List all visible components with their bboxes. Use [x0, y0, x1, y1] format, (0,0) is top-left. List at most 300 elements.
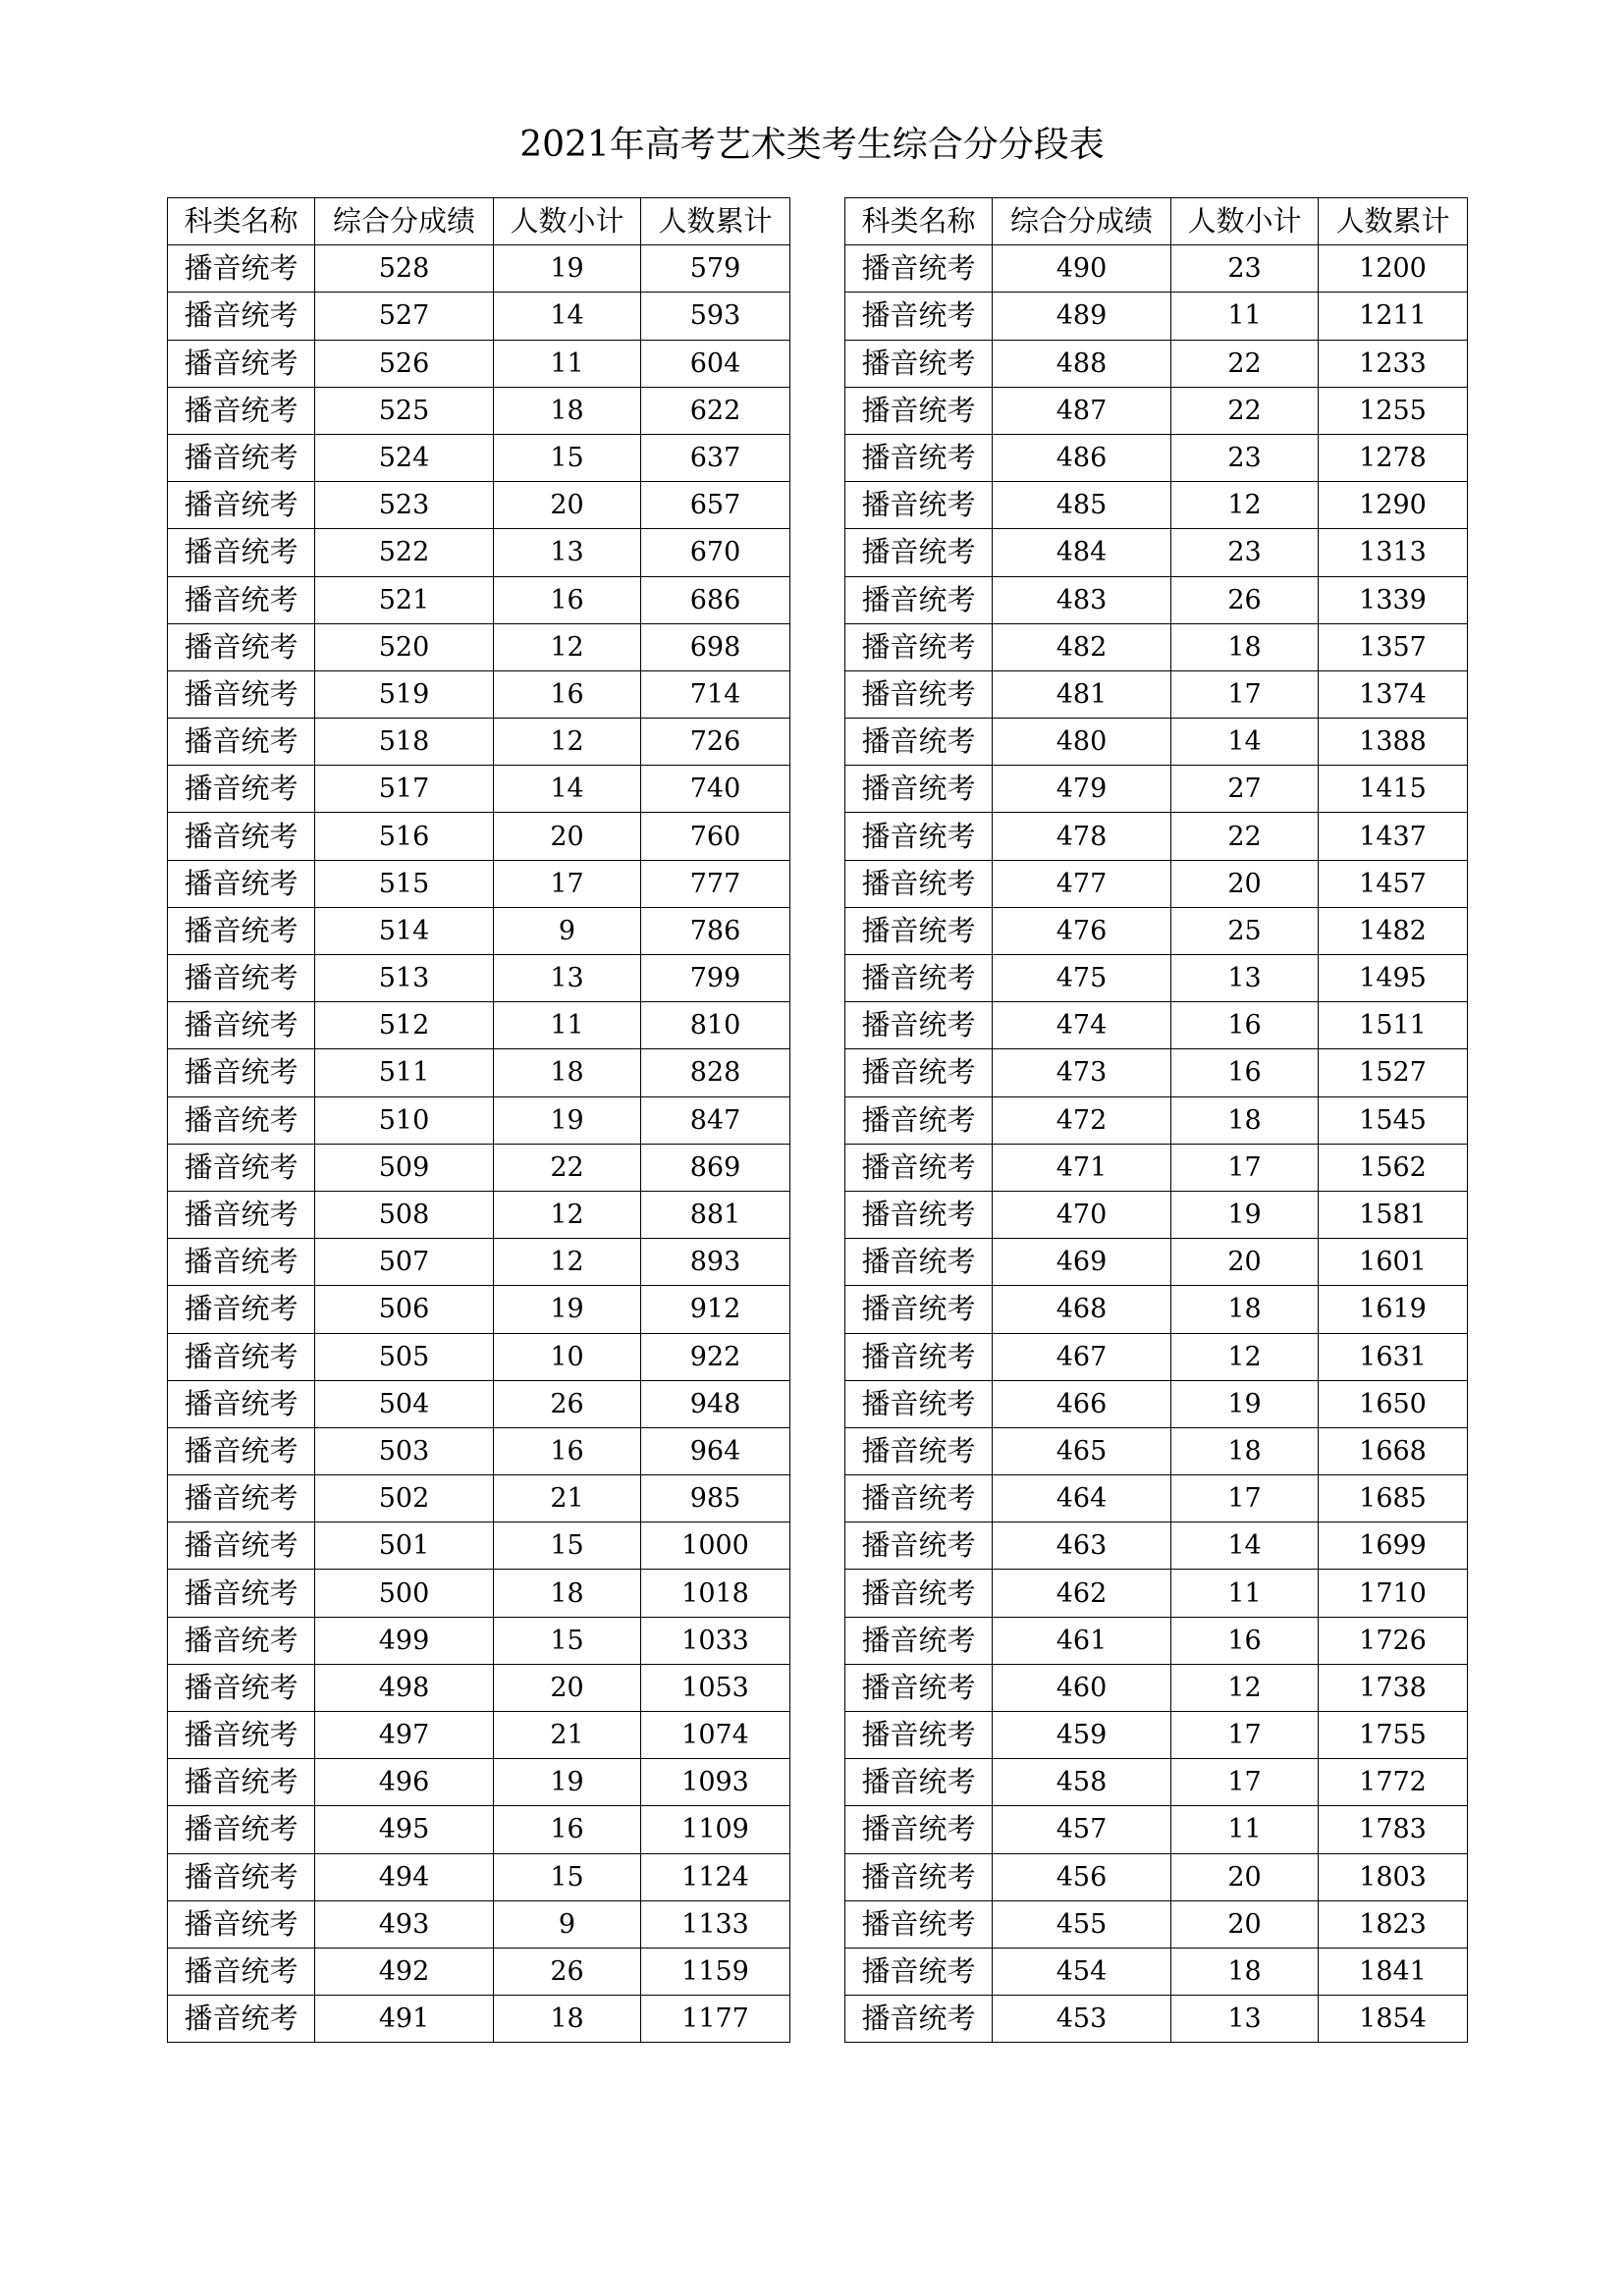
table-row	[845, 1996, 1468, 2043]
cell-count: 16	[494, 1806, 641, 1853]
cell-score: 460	[993, 1664, 1171, 1711]
cell-category: 播音统考	[845, 1759, 993, 1806]
header-score: 综合分成绩	[993, 198, 1171, 245]
cell-category: 播音统考	[845, 1144, 993, 1191]
table-row	[845, 1002, 1468, 1049]
cell-category: 播音统考	[845, 1286, 993, 1333]
cell-category: 播音统考	[845, 387, 993, 434]
score-table-right	[844, 197, 1468, 2043]
table-row	[168, 1712, 790, 1759]
cell-cumulative: 1159	[641, 1948, 790, 1995]
table-row	[845, 860, 1468, 907]
cell-count: 19	[494, 1759, 641, 1806]
cell-count: 14	[1171, 1522, 1319, 1570]
cell-category: 播音统考	[168, 1853, 315, 1900]
cell-score: 499	[315, 1617, 494, 1664]
table-row	[845, 1759, 1468, 1806]
cell-count: 19	[494, 245, 641, 293]
cell-count: 16	[1171, 1617, 1319, 1664]
cell-score: 479	[993, 766, 1171, 813]
table-row	[845, 387, 1468, 434]
cell-count: 19	[1171, 1380, 1319, 1427]
cell-category: 播音统考	[845, 1427, 993, 1474]
cell-count: 12	[1171, 1664, 1319, 1711]
header-score: 综合分成绩	[315, 198, 494, 245]
cell-score: 476	[993, 907, 1171, 954]
cell-score: 477	[993, 860, 1171, 907]
cell-cumulative: 1177	[641, 1996, 790, 2043]
cell-category: 播音统考	[168, 860, 315, 907]
table-row	[168, 387, 790, 434]
cell-cumulative: 1527	[1319, 1049, 1468, 1096]
cell-category: 播音统考	[168, 623, 315, 670]
cell-count: 14	[494, 293, 641, 340]
table-row	[845, 576, 1468, 623]
cell-category: 播音统考	[845, 907, 993, 954]
cell-cumulative: 985	[641, 1475, 790, 1522]
cell-cumulative: 1854	[1319, 1996, 1468, 2043]
cell-category: 播音统考	[845, 1806, 993, 1853]
cell-category: 播音统考	[168, 719, 315, 766]
cell-category: 播音统考	[845, 813, 993, 860]
cell-score: 484	[993, 529, 1171, 576]
cell-score: 458	[993, 1759, 1171, 1806]
cell-score: 481	[993, 670, 1171, 718]
table-row	[845, 1853, 1468, 1900]
cell-score: 478	[993, 813, 1171, 860]
cell-score: 459	[993, 1712, 1171, 1759]
cell-count: 17	[1171, 1712, 1319, 1759]
cell-category: 播音统考	[845, 955, 993, 1002]
cell-count: 22	[1171, 813, 1319, 860]
cell-count: 11	[1171, 293, 1319, 340]
cell-score: 472	[993, 1096, 1171, 1144]
cell-score: 463	[993, 1522, 1171, 1570]
cell-score: 507	[315, 1239, 494, 1286]
cell-count: 17	[1171, 1759, 1319, 1806]
page-title: 2021年高考艺术类考生综合分分段表	[519, 125, 1105, 165]
cell-category: 播音统考	[845, 1664, 993, 1711]
cell-count: 20	[1171, 860, 1319, 907]
cell-score: 480	[993, 719, 1171, 766]
cell-category: 播音统考	[168, 482, 315, 529]
header-cumulative: 人数累计	[641, 198, 790, 245]
cell-count: 12	[1171, 1333, 1319, 1380]
cell-cumulative: 847	[641, 1096, 790, 1144]
cell-score: 522	[315, 529, 494, 576]
cell-count: 18	[1171, 1286, 1319, 1333]
cell-score: 492	[315, 1948, 494, 1995]
header-category: 科类名称	[845, 198, 993, 245]
cell-cumulative: 893	[641, 1239, 790, 1286]
cell-category: 播音统考	[168, 1380, 315, 1427]
cell-category: 播音统考	[845, 576, 993, 623]
cell-cumulative: 948	[641, 1380, 790, 1427]
cell-count: 21	[494, 1475, 641, 1522]
cell-count: 19	[494, 1286, 641, 1333]
cell-category: 播音统考	[845, 1191, 993, 1238]
cell-cumulative: 810	[641, 1002, 790, 1049]
cell-score: 512	[315, 1002, 494, 1049]
cell-category: 播音统考	[845, 670, 993, 718]
cell-score: 501	[315, 1522, 494, 1570]
cell-cumulative: 912	[641, 1286, 790, 1333]
cell-count: 9	[494, 1900, 641, 1948]
cell-score: 504	[315, 1380, 494, 1427]
cell-category: 播音统考	[168, 1096, 315, 1144]
cell-count: 18	[1171, 623, 1319, 670]
cell-cumulative: 1738	[1319, 1664, 1468, 1711]
cell-score: 455	[993, 1900, 1171, 1948]
cell-category: 播音统考	[168, 955, 315, 1002]
cell-score: 527	[315, 293, 494, 340]
cell-count: 26	[494, 1948, 641, 1995]
cell-count: 16	[1171, 1049, 1319, 1096]
cell-count: 13	[1171, 955, 1319, 1002]
cell-count: 20	[1171, 1239, 1319, 1286]
cell-count: 20	[494, 482, 641, 529]
cell-cumulative: 777	[641, 860, 790, 907]
cell-category: 播音统考	[845, 293, 993, 340]
cell-score: 464	[993, 1475, 1171, 1522]
cell-cumulative: 1074	[641, 1712, 790, 1759]
cell-category: 播音统考	[845, 245, 993, 293]
cell-score: 508	[315, 1191, 494, 1238]
table-row	[845, 1948, 1468, 1995]
cell-score: 528	[315, 245, 494, 293]
cell-score: 488	[993, 340, 1171, 387]
cell-cumulative: 1772	[1319, 1759, 1468, 1806]
table-row	[168, 1522, 790, 1570]
cell-category: 播音统考	[168, 1286, 315, 1333]
header-count: 人数小计	[494, 198, 641, 245]
cell-cumulative: 1200	[1319, 245, 1468, 293]
cell-cumulative: 686	[641, 576, 790, 623]
cell-category: 播音统考	[845, 1948, 993, 1995]
cell-cumulative: 1357	[1319, 623, 1468, 670]
cell-cumulative: 828	[641, 1049, 790, 1096]
table-header-row	[168, 198, 790, 245]
table-row	[845, 482, 1468, 529]
cell-category: 播音统考	[845, 1617, 993, 1664]
cell-category: 播音统考	[845, 1096, 993, 1144]
table-row	[845, 1806, 1468, 1853]
cell-category: 播音统考	[845, 1712, 993, 1759]
cell-count: 19	[1171, 1191, 1319, 1238]
cell-category: 播音统考	[168, 1522, 315, 1570]
cell-count: 20	[494, 1664, 641, 1711]
cell-score: 490	[993, 245, 1171, 293]
table-row	[168, 1049, 790, 1096]
cell-category: 播音统考	[168, 813, 315, 860]
table-row	[845, 719, 1468, 766]
cell-category: 播音统考	[845, 340, 993, 387]
table-row	[168, 1948, 790, 1995]
table-row	[168, 482, 790, 529]
cell-category: 播音统考	[845, 1475, 993, 1522]
cell-cumulative: 1415	[1319, 766, 1468, 813]
cell-cumulative: 1511	[1319, 1002, 1468, 1049]
cell-cumulative: 964	[641, 1427, 790, 1474]
cell-category: 播音统考	[168, 576, 315, 623]
cell-count: 17	[1171, 670, 1319, 718]
cell-category: 播音统考	[168, 293, 315, 340]
table-row	[845, 434, 1468, 481]
table-row	[845, 623, 1468, 670]
table-row	[168, 719, 790, 766]
cell-cumulative: 1374	[1319, 670, 1468, 718]
table-row	[168, 860, 790, 907]
cell-cumulative: 1482	[1319, 907, 1468, 954]
table-row	[168, 1853, 790, 1900]
cell-score: 468	[993, 1286, 1171, 1333]
cell-count: 20	[1171, 1900, 1319, 1948]
cell-cumulative: 1495	[1319, 955, 1468, 1002]
table-row	[168, 576, 790, 623]
cell-cumulative: 1562	[1319, 1144, 1468, 1191]
cell-cumulative: 1457	[1319, 860, 1468, 907]
cell-cumulative: 786	[641, 907, 790, 954]
table-row	[845, 1144, 1468, 1191]
table-row	[845, 1522, 1468, 1570]
cell-count: 16	[494, 670, 641, 718]
cell-cumulative: 1053	[641, 1664, 790, 1711]
cell-score: 466	[993, 1380, 1171, 1427]
table-row	[845, 1380, 1468, 1427]
table-row	[845, 293, 1468, 340]
cell-score: 454	[993, 1948, 1171, 1995]
cell-score: 524	[315, 434, 494, 481]
table-row	[168, 907, 790, 954]
cell-count: 12	[1171, 482, 1319, 529]
cell-count: 11	[494, 340, 641, 387]
cell-count: 13	[494, 955, 641, 1002]
table-row	[168, 623, 790, 670]
cell-cumulative: 1710	[1319, 1570, 1468, 1617]
table-row	[845, 1191, 1468, 1238]
cell-count: 23	[1171, 434, 1319, 481]
cell-score: 511	[315, 1049, 494, 1096]
cell-count: 12	[494, 1191, 641, 1238]
cell-cumulative: 881	[641, 1191, 790, 1238]
cell-count: 22	[1171, 387, 1319, 434]
cell-count: 11	[494, 1002, 641, 1049]
cell-cumulative: 1437	[1319, 813, 1468, 860]
cell-score: 515	[315, 860, 494, 907]
cell-cumulative: 1211	[1319, 293, 1468, 340]
cell-category: 播音统考	[845, 434, 993, 481]
cell-category: 播音统考	[845, 1996, 993, 2043]
cell-count: 25	[1171, 907, 1319, 954]
header-count: 人数小计	[1171, 198, 1319, 245]
cell-cumulative: 726	[641, 719, 790, 766]
cell-category: 播音统考	[845, 860, 993, 907]
table-row	[168, 1427, 790, 1474]
cell-cumulative: 1803	[1319, 1853, 1468, 1900]
cell-category: 播音统考	[168, 1570, 315, 1617]
cell-cumulative: 1255	[1319, 387, 1468, 434]
cell-cumulative: 1093	[641, 1759, 790, 1806]
table-row	[168, 1570, 790, 1617]
table-row	[168, 1096, 790, 1144]
cell-category: 播音统考	[168, 1002, 315, 1049]
cell-cumulative: 1601	[1319, 1239, 1468, 1286]
table-row	[168, 1380, 790, 1427]
table-row	[168, 340, 790, 387]
cell-category: 播音统考	[168, 1996, 315, 2043]
cell-cumulative: 1668	[1319, 1427, 1468, 1474]
cell-category: 播音统考	[168, 1049, 315, 1096]
cell-count: 13	[494, 529, 641, 576]
cell-score: 500	[315, 1570, 494, 1617]
table-row	[168, 1475, 790, 1522]
cell-cumulative: 740	[641, 766, 790, 813]
cell-count: 21	[494, 1712, 641, 1759]
cell-count: 27	[1171, 766, 1319, 813]
cell-count: 18	[1171, 1948, 1319, 1995]
cell-category: 播音统考	[845, 1570, 993, 1617]
cell-count: 14	[494, 766, 641, 813]
cell-cumulative: 1619	[1319, 1286, 1468, 1333]
cell-count: 22	[494, 1144, 641, 1191]
cell-score: 498	[315, 1664, 494, 1711]
cell-count: 26	[494, 1380, 641, 1427]
table-row	[845, 766, 1468, 813]
cell-cumulative: 637	[641, 434, 790, 481]
cell-score: 485	[993, 482, 1171, 529]
cell-cumulative: 1685	[1319, 1475, 1468, 1522]
cell-count: 15	[494, 1522, 641, 1570]
cell-category: 播音统考	[168, 1759, 315, 1806]
cell-count: 17	[1171, 1475, 1319, 1522]
cell-score: 470	[993, 1191, 1171, 1238]
table-row	[168, 1144, 790, 1191]
cell-category: 播音统考	[845, 623, 993, 670]
table-row	[845, 955, 1468, 1002]
header-category: 科类名称	[168, 198, 315, 245]
cell-category: 播音统考	[845, 1002, 993, 1049]
cell-score: 497	[315, 1712, 494, 1759]
table-row	[168, 1996, 790, 2043]
cell-category: 播音统考	[168, 1806, 315, 1853]
cell-score: 474	[993, 1002, 1171, 1049]
cell-count: 18	[494, 1996, 641, 2043]
table-header-row	[845, 198, 1468, 245]
cell-score: 483	[993, 576, 1171, 623]
table-row	[845, 1900, 1468, 1948]
table-row	[168, 434, 790, 481]
cell-score: 457	[993, 1806, 1171, 1853]
cell-cumulative: 657	[641, 482, 790, 529]
cell-score: 461	[993, 1617, 1171, 1664]
cell-count: 11	[1171, 1570, 1319, 1617]
cell-cumulative: 1033	[641, 1617, 790, 1664]
cell-category: 播音统考	[168, 1333, 315, 1380]
cell-count: 12	[494, 719, 641, 766]
cell-cumulative: 1631	[1319, 1333, 1468, 1380]
table-row	[845, 907, 1468, 954]
cell-category: 播音统考	[845, 1380, 993, 1427]
cell-count: 16	[494, 1427, 641, 1474]
cell-cumulative: 1388	[1319, 719, 1468, 766]
cell-count: 16	[1171, 1002, 1319, 1049]
table-row	[845, 1286, 1468, 1333]
cell-score: 521	[315, 576, 494, 623]
cell-count: 19	[494, 1096, 641, 1144]
cell-score: 453	[993, 1996, 1171, 2043]
cell-category: 播音统考	[168, 1144, 315, 1191]
cell-cumulative: 799	[641, 955, 790, 1002]
cell-category: 播音统考	[845, 1239, 993, 1286]
cell-count: 23	[1171, 529, 1319, 576]
table-row	[168, 1759, 790, 1806]
cell-count: 12	[494, 1239, 641, 1286]
cell-category: 播音统考	[168, 766, 315, 813]
header-cumulative: 人数累计	[1319, 198, 1468, 245]
cell-category: 播音统考	[168, 1712, 315, 1759]
cell-cumulative: 622	[641, 387, 790, 434]
table-row	[168, 955, 790, 1002]
cell-cumulative: 1109	[641, 1806, 790, 1853]
cell-count: 13	[1171, 1996, 1319, 2043]
cell-cumulative: 1783	[1319, 1806, 1468, 1853]
table-row	[845, 1664, 1468, 1711]
cell-category: 播音统考	[845, 529, 993, 576]
cell-cumulative: 1650	[1319, 1380, 1468, 1427]
cell-count: 18	[1171, 1427, 1319, 1474]
cell-category: 播音统考	[168, 1900, 315, 1948]
cell-cumulative: 1124	[641, 1853, 790, 1900]
cell-cumulative: 1545	[1319, 1096, 1468, 1144]
cell-count: 14	[1171, 719, 1319, 766]
cell-cumulative: 714	[641, 670, 790, 718]
cell-count: 18	[1171, 1096, 1319, 1144]
cell-category: 播音统考	[168, 529, 315, 576]
cell-score: 525	[315, 387, 494, 434]
cell-category: 播音统考	[845, 482, 993, 529]
cell-score: 469	[993, 1239, 1171, 1286]
table-row	[168, 766, 790, 813]
cell-score: 514	[315, 907, 494, 954]
cell-count: 16	[494, 576, 641, 623]
cell-score: 473	[993, 1049, 1171, 1096]
cell-count: 26	[1171, 576, 1319, 623]
table-body-left	[168, 245, 790, 2043]
table-row	[168, 293, 790, 340]
cell-score: 517	[315, 766, 494, 813]
cell-cumulative: 1233	[1319, 340, 1468, 387]
table-row	[168, 529, 790, 576]
table-row	[168, 1191, 790, 1238]
cell-score: 503	[315, 1427, 494, 1474]
cell-category: 播音统考	[168, 1191, 315, 1238]
cell-count: 12	[494, 623, 641, 670]
table-row	[845, 1333, 1468, 1380]
cell-category: 播音统考	[845, 766, 993, 813]
cell-cumulative: 922	[641, 1333, 790, 1380]
score-table-left	[167, 197, 790, 2043]
cell-category: 播音统考	[168, 1475, 315, 1522]
cell-cumulative: 1581	[1319, 1191, 1468, 1238]
cell-score: 496	[315, 1759, 494, 1806]
cell-count: 23	[1171, 245, 1319, 293]
cell-category: 播音统考	[168, 1948, 315, 1995]
cell-category: 播音统考	[845, 1853, 993, 1900]
cell-category: 播音统考	[168, 387, 315, 434]
cell-category: 播音统考	[168, 1617, 315, 1664]
cell-score: 502	[315, 1475, 494, 1522]
cell-count: 17	[1171, 1144, 1319, 1191]
